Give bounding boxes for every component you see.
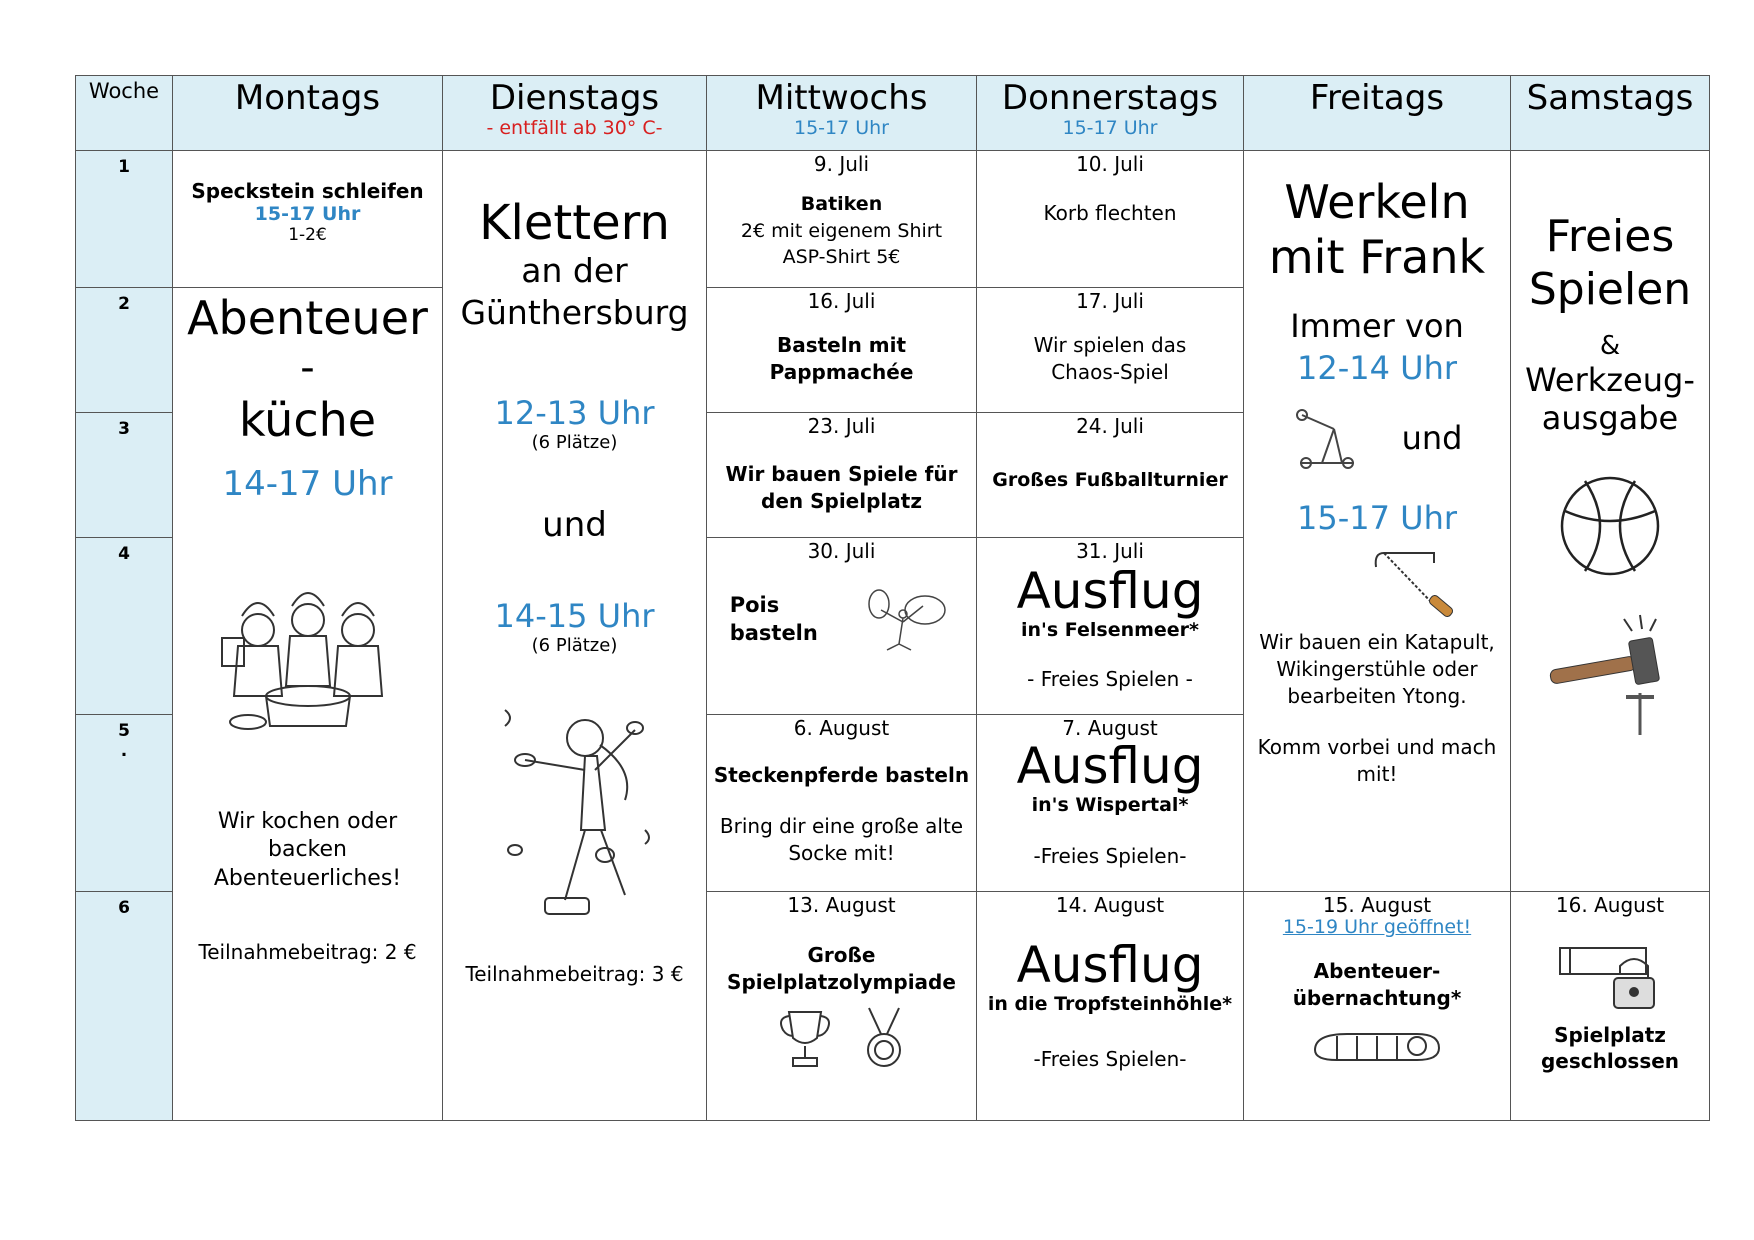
activity-title: geschlossen	[1540, 1049, 1680, 1073]
activity-date: 15. August	[1322, 893, 1432, 917]
activity-title: Chaos-Spiel	[1051, 360, 1169, 384]
activity-detail: ASP-Shirt 5€	[782, 246, 901, 269]
header-donnerstags	[977, 76, 1244, 151]
ausflug-free: - Freies Spielen -	[1027, 667, 1193, 691]
activity-detail: Socke mit!	[788, 841, 895, 865]
activity-title: den Spielplatz	[761, 489, 922, 513]
werkeln-immer: Immer von	[1290, 307, 1464, 346]
activity-title: basteln	[729, 621, 818, 645]
activity-title: übernachtung*	[1292, 986, 1462, 1010]
trophy-icon	[775, 1006, 835, 1070]
freies-l1: Werkzeug-	[1525, 360, 1695, 399]
wednesday-week6	[707, 892, 977, 1121]
activity-title: Steckenpferde basteln	[713, 763, 970, 787]
ausflug-title: Ausflug	[1016, 562, 1204, 620]
klettern-places1: (6 Plätze)	[531, 432, 618, 454]
werkeln-desc: bearbeiten Ytong.	[1287, 684, 1467, 709]
day-name: Dienstags	[489, 78, 660, 118]
freies-title2: Spielen	[1528, 263, 1692, 315]
klettern-time2: 14-15 Uhr	[494, 597, 655, 636]
ausflug-free: -Freies Spielen-	[1033, 844, 1187, 868]
freies-amp: &	[1599, 330, 1621, 361]
activity-date: 16. August	[1555, 893, 1665, 917]
abenteuer-time: 14-17 Uhr	[222, 463, 393, 504]
klettern-time1: 12-13 Uhr	[494, 394, 655, 433]
day-name: Donnerstags	[1001, 78, 1219, 118]
week-number: 2	[76, 288, 173, 413]
werkeln-desc: mit!	[1356, 762, 1398, 787]
activity-title: Korb flechten	[1043, 201, 1177, 225]
klettern-fee: Teilnahmebeitrag: 3 €	[465, 962, 684, 987]
activity-date: 7. August	[1062, 716, 1158, 740]
activity-title: Spielplatz	[1554, 1023, 1666, 1047]
wednesday-week5	[707, 715, 977, 892]
pois-dancer-icon	[863, 584, 953, 654]
saturday-week6	[1511, 892, 1710, 1121]
abenteuer-line2: küche	[238, 392, 377, 447]
friday-werkeln	[1244, 151, 1511, 892]
activity-date: 6. August	[793, 716, 890, 740]
week-row-1	[76, 151, 1710, 288]
activity-date: 9. Juli	[813, 152, 870, 176]
activity-title: Wir bauen Spiele für	[725, 462, 958, 486]
week-number: 1	[76, 151, 173, 288]
thursday-week1	[977, 151, 1244, 288]
thursday-week5	[977, 715, 1244, 892]
klettern-places2: (6 Plätze)	[531, 635, 618, 657]
activity-title: Abenteuer-	[1313, 959, 1441, 983]
activity-title: Wir spielen das	[1033, 333, 1187, 357]
saturday-freies-spielen	[1511, 151, 1710, 892]
header-samstags	[1511, 76, 1710, 151]
day-note: - entfällt ab 30° C-	[486, 117, 663, 140]
monday-abenteuerkueche	[173, 288, 443, 1121]
basketball-icon	[1555, 471, 1665, 581]
opening-hours: 15-19 Uhr geöffnet!	[1282, 916, 1472, 938]
werkeln-desc: Komm vorbei und mach	[1257, 735, 1497, 760]
week-number: 4	[76, 538, 173, 715]
activity-date: 16. Juli	[807, 289, 876, 313]
activity-title: Speckstein schleifen	[191, 179, 424, 203]
ausflug-destination: in die Tropfsteinhöhle*	[987, 993, 1233, 1015]
week-number-label: 5	[118, 721, 130, 741]
header-montags	[173, 76, 443, 151]
schedule-table	[75, 75, 1710, 1121]
abenteuer-fee: Teilnahmebeitrag: 2 €	[198, 939, 417, 964]
klettern-sub1: an der	[521, 250, 628, 290]
day-name: Mittwochs	[755, 78, 928, 118]
week-dot: .	[120, 741, 128, 761]
activity-date: 10. Juli	[1076, 152, 1144, 176]
header-freitags	[1244, 76, 1511, 151]
padlock-gate-icon	[1550, 926, 1670, 1016]
day-time: 15-17 Uhr	[1062, 117, 1158, 140]
activity-title: Großes Fußballturnier	[992, 469, 1228, 491]
ausflug-title: Ausflug	[1016, 936, 1204, 994]
activity-date: 14. August	[1055, 893, 1165, 917]
activity-date: 30. Juli	[807, 539, 876, 563]
activity-title: Batiken	[800, 193, 883, 215]
day-name: Montags	[234, 78, 381, 118]
header-mittwochs	[707, 76, 977, 151]
day-name: Samstags	[1526, 78, 1694, 118]
activity-title: Große	[807, 943, 876, 967]
ausflug-destination: in's Wispertal*	[1031, 794, 1189, 816]
activity-date: 31. Juli	[1076, 539, 1144, 563]
werkeln-desc: Wir bauen ein Katapult,	[1259, 630, 1495, 655]
ausflug-destination: in's Felsenmeer*	[1021, 619, 1199, 641]
thursday-week6	[977, 892, 1244, 1121]
chefs-cooking-icon	[208, 576, 408, 736]
activity-date: 13. August	[787, 893, 896, 917]
werkeln-time1: 12-14 Uhr	[1296, 349, 1457, 388]
monday-week1	[173, 151, 443, 288]
ausflug-title: Ausflug	[1016, 737, 1204, 795]
werkeln-title2: mit Frank	[1268, 230, 1486, 285]
werkeln-time2: 15-17 Uhr	[1296, 499, 1457, 538]
climbing-girl-icon	[485, 690, 665, 940]
werkeln-desc: Wikingerstühle oder	[1276, 657, 1478, 682]
klettern-und: und	[542, 505, 607, 546]
wednesday-week3	[707, 413, 977, 538]
abenteuer-line1: Abenteuer	[187, 291, 428, 345]
tuesday-klettern	[443, 151, 707, 1121]
day-name: Freitags	[1309, 78, 1445, 118]
activity-detail: 2€ mit eigenem Shirt	[740, 219, 943, 242]
friday-week6	[1244, 892, 1511, 1121]
activity-title: Pappmachée	[769, 360, 914, 384]
catapult-icon	[1292, 405, 1362, 471]
header-dienstags	[443, 76, 707, 151]
activity-time: 15-17 Uhr	[254, 203, 361, 225]
werkeln-und: und	[1401, 419, 1463, 458]
ausflug-free: -Freies Spielen-	[1033, 1047, 1187, 1071]
klettern-sub2: Günthersburg	[460, 292, 689, 332]
abenteuer-desc: Wir kochen oder backen Abenteuerliches!	[213, 808, 402, 892]
activity-title: Pois	[729, 592, 780, 617]
day-time: 15-17 Uhr	[793, 117, 889, 140]
activity-date: 24. Juli	[1076, 414, 1144, 438]
header-row	[76, 76, 1710, 151]
activity-price: 1-2€	[288, 225, 327, 245]
hammer-icon	[1540, 611, 1680, 741]
thursday-week3	[977, 413, 1244, 538]
activity-title: Spielplatzolympiade	[727, 970, 956, 994]
wednesday-week1	[707, 151, 977, 288]
saw-icon	[1364, 543, 1474, 623]
thursday-week2	[977, 288, 1244, 413]
wednesday-week2	[707, 288, 977, 413]
freies-title1: Freies	[1545, 211, 1675, 262]
klettern-title: Klettern	[479, 195, 670, 251]
week-number: 6	[76, 892, 173, 1121]
header-woche: Woche	[76, 76, 173, 151]
wednesday-week4	[707, 538, 977, 715]
week-number: 3	[76, 413, 173, 538]
week-number	[76, 715, 173, 892]
sleeping-bag-icon	[1307, 1020, 1447, 1064]
werkeln-title1: Werkeln	[1284, 175, 1470, 229]
medal-icon	[859, 1006, 909, 1070]
abenteuer-dash: -	[300, 344, 315, 391]
activity-date: 17. Juli	[1076, 289, 1144, 313]
freies-l2: ausgabe	[1541, 398, 1679, 437]
thursday-week4	[977, 538, 1244, 715]
activity-title: Basteln mit	[776, 333, 907, 357]
activity-date: 23. Juli	[807, 414, 876, 438]
activity-detail: Bring dir eine große alte	[719, 814, 964, 838]
